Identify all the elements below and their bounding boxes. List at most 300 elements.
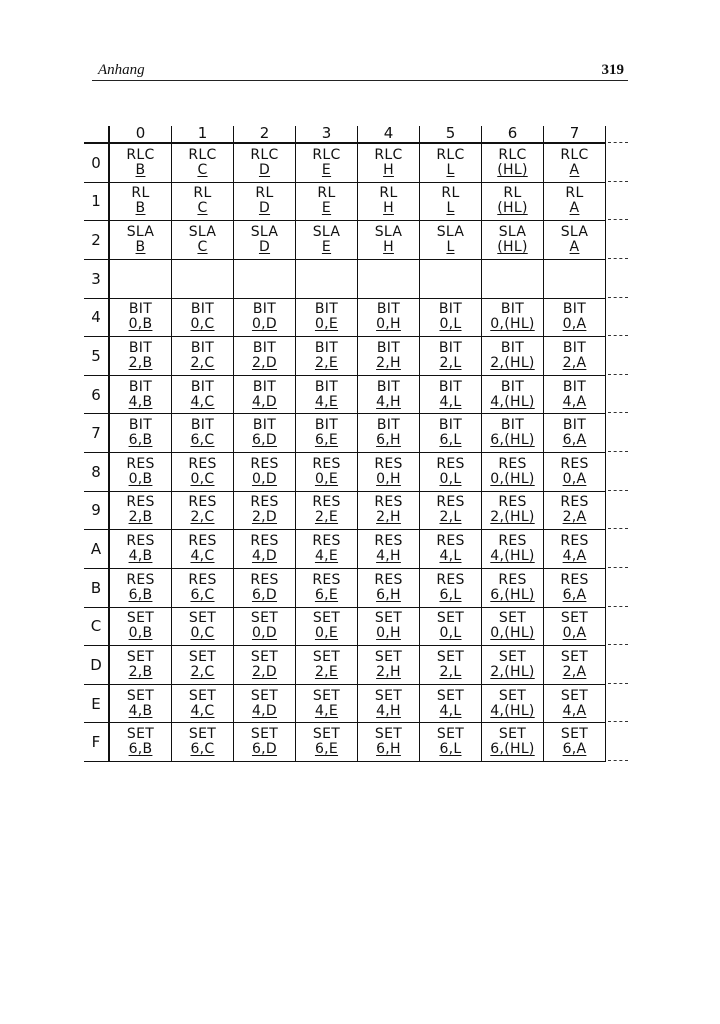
instruction-operand: 0,B [128, 316, 153, 333]
instruction-operand: (HL) [497, 200, 528, 217]
instruction-mnemonic: SET [312, 648, 341, 665]
table-cell [296, 337, 358, 376]
instruction-operand: 0,(HL) [490, 625, 535, 642]
instruction-mnemonic: RL [255, 185, 274, 202]
instruction-operand: 0,C [190, 470, 215, 487]
table-cell [544, 453, 606, 492]
instruction-mnemonic: SET [312, 687, 341, 704]
instruction-mnemonic: SLA [498, 224, 527, 241]
instruction-mnemonic: RES [250, 533, 279, 550]
instruction-mnemonic: SLA [188, 224, 217, 241]
instruction-mnemonic: RL [131, 185, 150, 202]
instruction-operand: 6,A [562, 586, 587, 603]
table-cell [110, 299, 172, 338]
instruction-operand: 4,L [439, 393, 462, 410]
table-cell [482, 569, 544, 608]
table-cell [296, 414, 358, 453]
column-header-6: 6 [482, 126, 544, 144]
table-cell [544, 376, 606, 415]
instruction-operand: 2,H [376, 354, 401, 371]
table-cell [482, 492, 544, 531]
table-cell [296, 376, 358, 415]
instruction-operand: C [197, 200, 208, 217]
table-cell [296, 723, 358, 762]
instruction-operand: 6,A [562, 432, 587, 449]
instruction-operand: 2,H [376, 509, 401, 526]
instruction-mnemonic: RES [498, 455, 527, 472]
instruction-operand: 4,B [128, 702, 153, 719]
instruction-operand: 2,C [190, 354, 215, 371]
instruction-operand: 4,H [376, 393, 401, 410]
row-header-B: B [84, 569, 110, 608]
table-cell [358, 608, 420, 647]
instruction-mnemonic: RLC [498, 146, 527, 163]
instruction-mnemonic: SET [560, 610, 589, 627]
instruction-operand: 2,E [314, 509, 339, 526]
instruction-operand: 2,D [251, 354, 278, 371]
instruction-operand: 4,B [128, 548, 153, 565]
table-cell [110, 646, 172, 685]
instruction-mnemonic: BIT [128, 339, 153, 356]
table-cell [420, 723, 482, 762]
row-header-9: 9 [84, 492, 110, 531]
instruction-operand: A [569, 161, 580, 178]
instruction-mnemonic: RL [379, 185, 398, 202]
table-cell [482, 723, 544, 762]
instruction-mnemonic: RLC [250, 146, 279, 163]
table-cell [234, 183, 296, 222]
instruction-operand: H [383, 200, 394, 217]
table-cell [296, 569, 358, 608]
instruction-mnemonic: SET [188, 687, 217, 704]
table-cell [420, 376, 482, 415]
table-cell [110, 453, 172, 492]
table-cell [358, 723, 420, 762]
instruction-operand: 4,(HL) [490, 702, 535, 719]
instruction-operand: 4,C [190, 393, 215, 410]
table-cell [234, 608, 296, 647]
instruction-mnemonic: RES [126, 494, 155, 511]
table-cell [172, 492, 234, 531]
table-cell [110, 221, 172, 260]
table-cell [172, 453, 234, 492]
continuation-dash [608, 567, 628, 568]
table-cell [172, 414, 234, 453]
instruction-operand: 4,B [128, 393, 153, 410]
table-cell [110, 337, 172, 376]
continuation-dash [608, 644, 628, 645]
column-header-1: 1 [172, 126, 234, 144]
table-cell [172, 530, 234, 569]
instruction-mnemonic: RES [498, 494, 527, 511]
instruction-mnemonic: BIT [190, 417, 215, 434]
instruction-mnemonic: BIT [438, 339, 463, 356]
instruction-operand: 2,L [439, 663, 462, 680]
table-cell [482, 530, 544, 569]
table-cell [420, 337, 482, 376]
row-header-1: 1 [84, 183, 110, 222]
instruction-operand: 0,A [562, 316, 587, 333]
instruction-mnemonic: RES [250, 571, 279, 588]
table-cell [482, 183, 544, 222]
table-cell [172, 144, 234, 183]
table-cell [234, 414, 296, 453]
row-header-2: 2 [84, 221, 110, 260]
table-cell [234, 569, 296, 608]
instruction-operand: 4,D [251, 548, 278, 565]
instruction-operand: 0,E [314, 470, 339, 487]
table-cell [420, 608, 482, 647]
instruction-mnemonic: SET [126, 726, 155, 743]
instruction-mnemonic: RES [498, 571, 527, 588]
instruction-operand: 6,(HL) [490, 432, 535, 449]
instruction-mnemonic: RES [188, 455, 217, 472]
table-cell [110, 376, 172, 415]
continuation-dash [608, 374, 628, 375]
instruction-operand: 2,L [439, 509, 462, 526]
instruction-mnemonic: BIT [190, 378, 215, 395]
instruction-operand: D [258, 200, 271, 217]
instruction-operand: B [135, 161, 146, 178]
instruction-mnemonic: RLC [126, 146, 155, 163]
continuation-dash [608, 683, 628, 684]
table-cell [482, 299, 544, 338]
row-header-5: 5 [84, 337, 110, 376]
table-cell [544, 414, 606, 453]
instruction-mnemonic: RES [250, 455, 279, 472]
instruction-mnemonic: BIT [376, 417, 401, 434]
instruction-mnemonic: BIT [500, 301, 525, 318]
instruction-operand: 4,A [562, 393, 587, 410]
instruction-mnemonic: RLC [560, 146, 589, 163]
instruction-operand: 2,(HL) [490, 663, 535, 680]
table-cell [544, 299, 606, 338]
instruction-operand: 2,B [128, 354, 153, 371]
instruction-operand: 6,L [439, 741, 462, 758]
instruction-mnemonic: RL [565, 185, 584, 202]
instruction-operand: C [197, 239, 208, 256]
instruction-mnemonic: BIT [438, 417, 463, 434]
instruction-operand: B [135, 200, 146, 217]
continuation-dash [608, 451, 628, 452]
continuation-dash [608, 297, 628, 298]
instruction-operand: B [135, 239, 146, 256]
table-cell [420, 144, 482, 183]
instruction-mnemonic: SET [250, 610, 279, 627]
instruction-mnemonic: SET [312, 726, 341, 743]
table-cell [110, 414, 172, 453]
instruction-mnemonic: BIT [252, 339, 277, 356]
table-cell [420, 685, 482, 724]
instruction-operand: 6,E [314, 741, 339, 758]
instruction-mnemonic: RES [188, 494, 217, 511]
table-cell [234, 260, 296, 299]
instruction-operand: 6,L [439, 586, 462, 603]
instruction-operand: E [321, 239, 332, 256]
instruction-operand: 2,A [562, 509, 587, 526]
instruction-mnemonic: RES [126, 571, 155, 588]
instruction-operand: 0,A [562, 470, 587, 487]
table-cell [358, 144, 420, 183]
instruction-mnemonic: SET [498, 726, 527, 743]
instruction-mnemonic: BIT [128, 378, 153, 395]
instruction-operand: 4,E [314, 393, 339, 410]
table-cell [296, 608, 358, 647]
row-header-A: A [84, 530, 110, 569]
table-cell [544, 646, 606, 685]
instruction-operand: 6,H [376, 586, 401, 603]
instruction-operand: 6,E [314, 586, 339, 603]
instruction-mnemonic: SET [436, 687, 465, 704]
table-cell [172, 221, 234, 260]
table-cell [110, 260, 172, 299]
table-cell [544, 530, 606, 569]
instruction-mnemonic: RLC [436, 146, 465, 163]
instruction-operand: 6,(HL) [490, 586, 535, 603]
table-cell [234, 530, 296, 569]
table-cell [544, 608, 606, 647]
instruction-operand: 4,C [190, 548, 215, 565]
instruction-operand: 0,B [128, 625, 153, 642]
instruction-operand: H [383, 161, 394, 178]
table-cell [544, 723, 606, 762]
instruction-operand: 2,(HL) [490, 354, 535, 371]
column-header-3: 3 [296, 126, 358, 144]
table-cell [358, 530, 420, 569]
table-cell [544, 337, 606, 376]
instruction-operand: 2,A [562, 663, 587, 680]
instruction-operand: 6,C [190, 586, 215, 603]
row-header-D: D [84, 646, 110, 685]
instruction-operand: 0,L [439, 625, 462, 642]
table-cell [110, 530, 172, 569]
table-cell [234, 144, 296, 183]
table-cell [172, 337, 234, 376]
table-cell [234, 685, 296, 724]
row-header-E: E [84, 685, 110, 724]
instruction-mnemonic: SET [188, 726, 217, 743]
instruction-mnemonic: RL [503, 185, 522, 202]
table-cell [420, 183, 482, 222]
table-cell [110, 608, 172, 647]
row-header-4: 4 [84, 299, 110, 338]
table-cell [110, 685, 172, 724]
instruction-operand: 0,(HL) [490, 316, 535, 333]
continuation-dash [608, 412, 628, 413]
table-cell [172, 299, 234, 338]
table-cell [482, 453, 544, 492]
table-cell [358, 453, 420, 492]
table-cell [482, 260, 544, 299]
instruction-mnemonic: SET [250, 687, 279, 704]
instruction-operand: 2,C [190, 663, 215, 680]
table-cell [482, 337, 544, 376]
instruction-operand: E [321, 161, 332, 178]
instruction-operand: 6,B [128, 432, 153, 449]
instruction-mnemonic: BIT [562, 339, 587, 356]
instruction-mnemonic: SET [188, 610, 217, 627]
instruction-mnemonic: SLA [250, 224, 279, 241]
table-cell [172, 646, 234, 685]
column-header-4: 4 [358, 126, 420, 144]
instruction-operand: 2,C [190, 509, 215, 526]
table-cell [172, 569, 234, 608]
instruction-mnemonic: BIT [438, 301, 463, 318]
instruction-operand: 4,A [562, 702, 587, 719]
instruction-operand: 2,(HL) [490, 509, 535, 526]
instruction-mnemonic: RES [188, 571, 217, 588]
instruction-operand: 0,H [376, 316, 401, 333]
instruction-operand: 4,A [562, 548, 587, 565]
table-cell [544, 569, 606, 608]
instruction-operand: 4,C [190, 702, 215, 719]
instruction-operand: 4,E [314, 548, 339, 565]
instruction-operand: 2,B [128, 509, 153, 526]
instruction-operand: 2,E [314, 354, 339, 371]
instruction-mnemonic: SET [560, 648, 589, 665]
instruction-mnemonic: RES [436, 494, 465, 511]
table-cell [172, 723, 234, 762]
instruction-mnemonic: RES [436, 533, 465, 550]
instruction-operand: (HL) [497, 161, 528, 178]
table-cell [172, 376, 234, 415]
table-cell [172, 608, 234, 647]
instruction-mnemonic: SET [312, 610, 341, 627]
continuation-dash [608, 490, 628, 491]
table-cell [234, 221, 296, 260]
instruction-mnemonic: RLC [312, 146, 341, 163]
table-cell [172, 260, 234, 299]
continuation-dash [608, 142, 628, 143]
instruction-operand: 4,(HL) [490, 548, 535, 565]
table-cell [420, 646, 482, 685]
table-cell [482, 646, 544, 685]
instruction-mnemonic: RES [312, 494, 341, 511]
table-cell [358, 221, 420, 260]
table-cell [234, 646, 296, 685]
row-header-7: 7 [84, 414, 110, 453]
instruction-operand: 0,H [376, 470, 401, 487]
instruction-mnemonic: RES [126, 533, 155, 550]
instruction-mnemonic: SET [560, 687, 589, 704]
column-header-0: 0 [110, 126, 172, 144]
instruction-mnemonic: SLA [126, 224, 155, 241]
table-cell [482, 144, 544, 183]
instruction-operand: 4,L [439, 548, 462, 565]
table-cell [358, 337, 420, 376]
instruction-mnemonic: BIT [562, 301, 587, 318]
instruction-operand: 6,A [562, 741, 587, 758]
table-cell [296, 492, 358, 531]
instruction-operand: 2,L [439, 354, 462, 371]
table-cell [296, 260, 358, 299]
instruction-mnemonic: BIT [376, 378, 401, 395]
table-cell [234, 453, 296, 492]
instruction-operand: 4,H [376, 702, 401, 719]
instruction-mnemonic: BIT [252, 417, 277, 434]
row-header-C: C [84, 608, 110, 647]
instruction-operand: 4,D [251, 393, 278, 410]
instruction-mnemonic: RES [560, 494, 589, 511]
instruction-mnemonic: SET [126, 610, 155, 627]
table-cell [544, 183, 606, 222]
table-cell [358, 646, 420, 685]
instruction-operand: 0,D [251, 625, 278, 642]
instruction-mnemonic: BIT [562, 378, 587, 395]
instruction-mnemonic: RES [312, 455, 341, 472]
table-cell [420, 221, 482, 260]
header-title: Anhang [98, 62, 145, 78]
instruction-operand: 6,D [251, 741, 278, 758]
continuation-dash [608, 258, 628, 259]
continuation-dash [608, 760, 628, 761]
instruction-mnemonic: RLC [188, 146, 217, 163]
instruction-operand: 0,D [251, 316, 278, 333]
instruction-operand: 6,B [128, 741, 153, 758]
continuation-dash [608, 181, 628, 182]
table-cell [420, 530, 482, 569]
instruction-operand: 6,C [190, 741, 215, 758]
instruction-operand: 6,B [128, 586, 153, 603]
table-cell [234, 492, 296, 531]
table-cell [420, 492, 482, 531]
instruction-operand: 0,H [376, 625, 401, 642]
instruction-mnemonic: SET [498, 687, 527, 704]
instruction-operand: 6,L [439, 432, 462, 449]
table-cell [544, 221, 606, 260]
table-cell [110, 492, 172, 531]
table-cell [358, 376, 420, 415]
instruction-mnemonic: RES [498, 533, 527, 550]
instruction-mnemonic: BIT [314, 417, 339, 434]
table-cell [110, 569, 172, 608]
instruction-mnemonic: BIT [314, 301, 339, 318]
table-cell [358, 260, 420, 299]
instruction-mnemonic: RES [312, 533, 341, 550]
table-cell [296, 183, 358, 222]
instruction-mnemonic: BIT [562, 417, 587, 434]
instruction-operand: 2,A [562, 354, 587, 371]
instruction-operand: 6,D [251, 432, 278, 449]
row-header-0: 0 [84, 144, 110, 183]
instruction-operand: 6,H [376, 741, 401, 758]
instruction-mnemonic: BIT [376, 301, 401, 318]
table-cell [296, 530, 358, 569]
table-cell [234, 299, 296, 338]
instruction-mnemonic: SET [126, 687, 155, 704]
table-cell [482, 685, 544, 724]
table-cell [544, 685, 606, 724]
instruction-mnemonic: RL [193, 185, 212, 202]
table-cell [296, 299, 358, 338]
instruction-operand: 0,(HL) [490, 470, 535, 487]
instruction-mnemonic: RES [374, 494, 403, 511]
table-cell [420, 414, 482, 453]
page-number: 319 [601, 62, 624, 78]
instruction-mnemonic: SET [374, 726, 403, 743]
instruction-mnemonic: BIT [252, 378, 277, 395]
instruction-operand: 0,C [190, 625, 215, 642]
table-cell [110, 723, 172, 762]
instruction-mnemonic: SLA [312, 224, 341, 241]
instruction-operand: 0,L [439, 470, 462, 487]
instruction-operand: L [446, 200, 455, 217]
row-header-6: 6 [84, 376, 110, 415]
table-cell [420, 569, 482, 608]
instruction-operand: 2,B [128, 663, 153, 680]
row-header-3: 3 [84, 260, 110, 299]
table-cell [110, 183, 172, 222]
